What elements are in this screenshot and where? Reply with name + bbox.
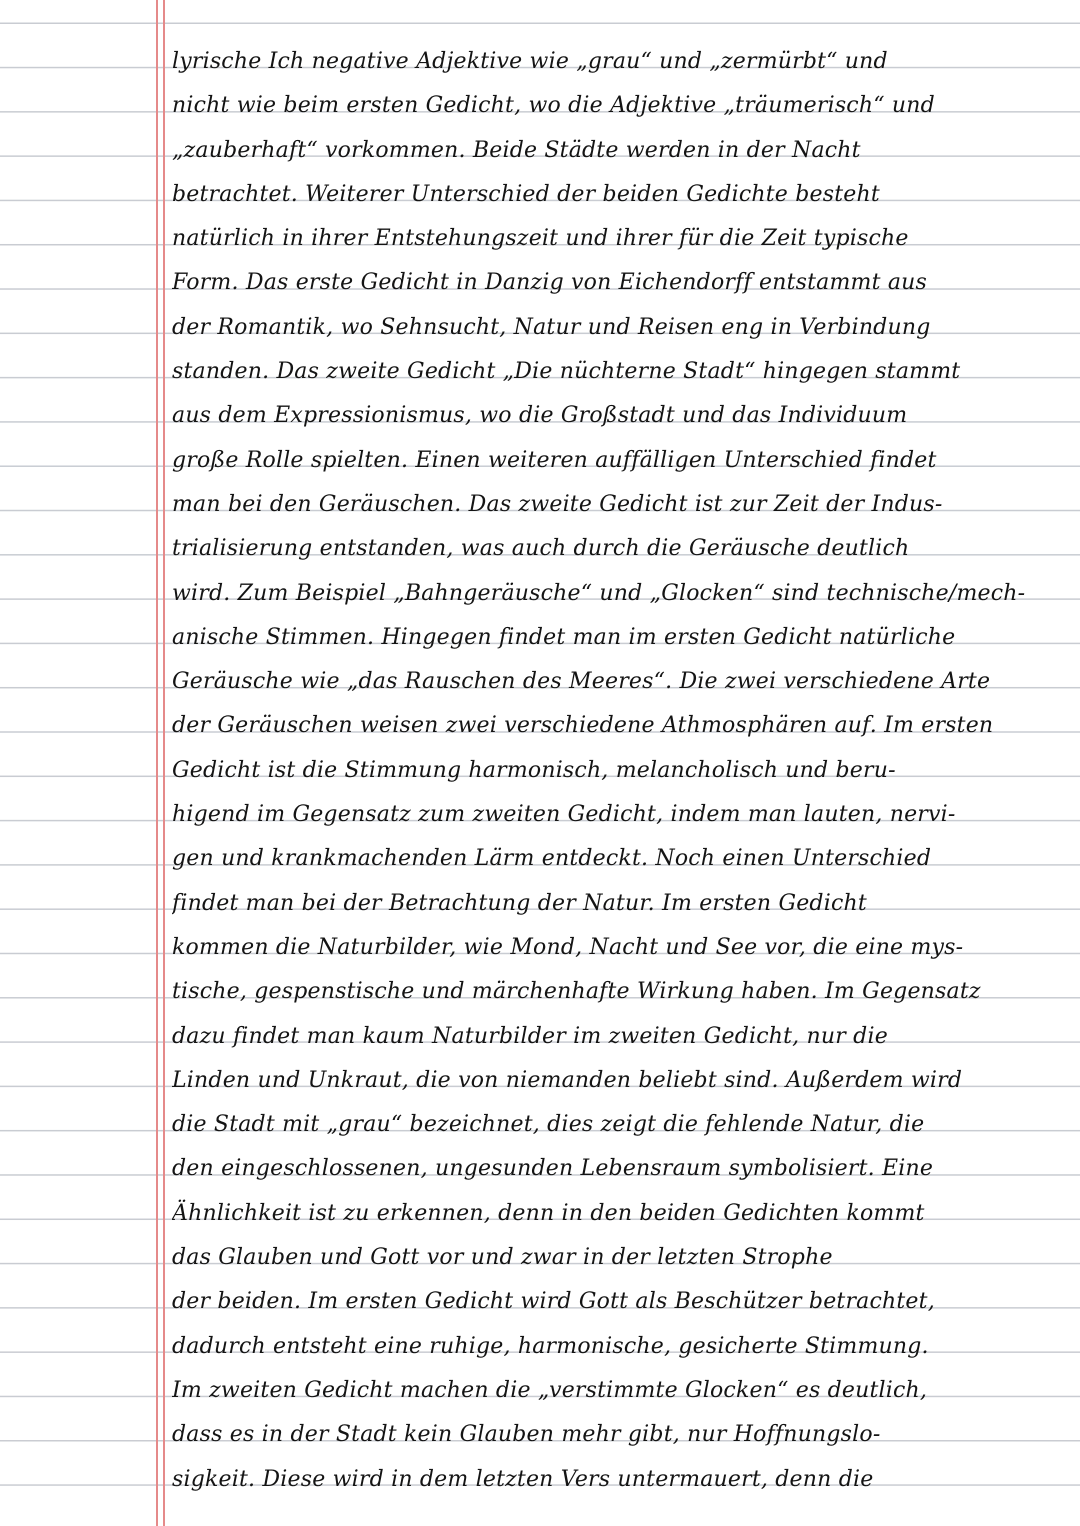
text-line: trialisierung entstanden, was auch durch die Geräusche deutlich bbox=[172, 536, 910, 562]
margin-line-right bbox=[163, 0, 165, 1526]
text-line: betrachtet. Weiterer Unterschied der beiden Gedichte besteht bbox=[172, 181, 880, 207]
text-line: man bei den Geräuschen. Das zweite Gedicht ist zur Zeit der Indus- bbox=[172, 491, 943, 517]
text-line: gen und krankmachenden Lärm entdeckt. Noch einen Unterschied bbox=[172, 846, 932, 872]
text-line: sigkeit. Diese wird in dem letzten Vers untermauert, denn die bbox=[172, 1466, 874, 1492]
text-line: tische, gespenstische und märchenhafte Wirkung haben. Im Gegensatz bbox=[172, 979, 981, 1005]
text-line: lyrische Ich negative Adjektive wie „grau“ und „zermürbt“ und bbox=[172, 49, 888, 74]
text-line: Linden und Unkraut, die von niemanden beliebt sind. Außerdem wird bbox=[172, 1067, 963, 1093]
text-line: wird. Zum Beispiel „Bahngeräusche“ und „Glocken“ sind technische/mech- bbox=[172, 580, 1026, 606]
text-line: Im zweiten Gedicht machen die „verstimmte Glocken“ es deutlich, bbox=[172, 1377, 928, 1403]
margin-line-left bbox=[156, 0, 158, 1526]
text-line: Geräusche wie „das Rauschen des Meeres“. Die zwei verschiedene Arte bbox=[172, 669, 991, 695]
text-line: natürlich in ihrer Entstehungszeit und ihrer für die Zeit typische bbox=[172, 226, 909, 252]
text-line: kommen die Naturbilder, wie Mond, Nacht und See vor, die eine mys- bbox=[172, 934, 964, 960]
text-line: der Geräuschen weisen zwei verschiedene Athmosphären auf. Im ersten bbox=[172, 713, 994, 739]
text-line: „zauberhaft“ vorkommen. Beide Städte werden in der Nacht bbox=[172, 137, 861, 163]
text-line: die Stadt mit „grau“ bezeichnet, dies zeigt die fehlende Natur, die bbox=[172, 1112, 925, 1138]
text-line: anische Stimmen. Hingegen findet man im ersten Gedicht natürliche bbox=[172, 624, 956, 650]
text-line: dadurch entsteht eine ruhige, harmonische, gesicherte Stimmung. bbox=[172, 1333, 929, 1359]
text-line: nicht wie beim ersten Gedicht, wo die Adjektive „träumerisch“ und bbox=[172, 93, 935, 119]
text-line: higend im Gegensatz zum zweiten Gedicht, indem man lauten, nervi- bbox=[172, 802, 956, 828]
text-line: findet man bei der Betrachtung der Natur. Im ersten Gedicht bbox=[172, 890, 867, 916]
text-line: Form. Das erste Gedicht in Danzig von Eichendorff entstammt aus bbox=[172, 270, 927, 296]
text-line: dass es in der Stadt kein Glauben mehr gibt, nur Hoffnungslo- bbox=[172, 1422, 881, 1448]
text-line: der beiden. Im ersten Gedicht wird Gott als Beschützer betrachtet, bbox=[172, 1289, 935, 1315]
text-line: der Romantik, wo Sehnsucht, Natur und Reisen eng in Verbindung bbox=[172, 314, 931, 340]
handwritten-text bbox=[172, 40, 1072, 1502]
text-line: Ähnlichkeit ist zu erkennen, denn in den beiden Gedichten kommt bbox=[172, 1200, 925, 1226]
text-line: große Rolle spielten. Einen weiteren auffälligen Unterschied findet bbox=[172, 447, 937, 473]
text-line: Gedicht ist die Stimmung harmonisch, melancholisch und beru- bbox=[172, 757, 896, 783]
text-line: dazu findet man kaum Naturbilder im zweiten Gedicht, nur die bbox=[172, 1023, 888, 1049]
text-line: aus dem Expressionismus, wo die Großstadt und das Individuum bbox=[172, 403, 908, 429]
text-line: den eingeschlossenen, ungesunden Lebensraum symbolisiert. Eine bbox=[172, 1156, 934, 1182]
text-line: das Glauben und Gott vor und zwar in der letzten Strophe bbox=[172, 1245, 833, 1271]
text-line: standen. Das zweite Gedicht „Die nüchterne Stadt“ hingegen stammt bbox=[172, 359, 961, 385]
